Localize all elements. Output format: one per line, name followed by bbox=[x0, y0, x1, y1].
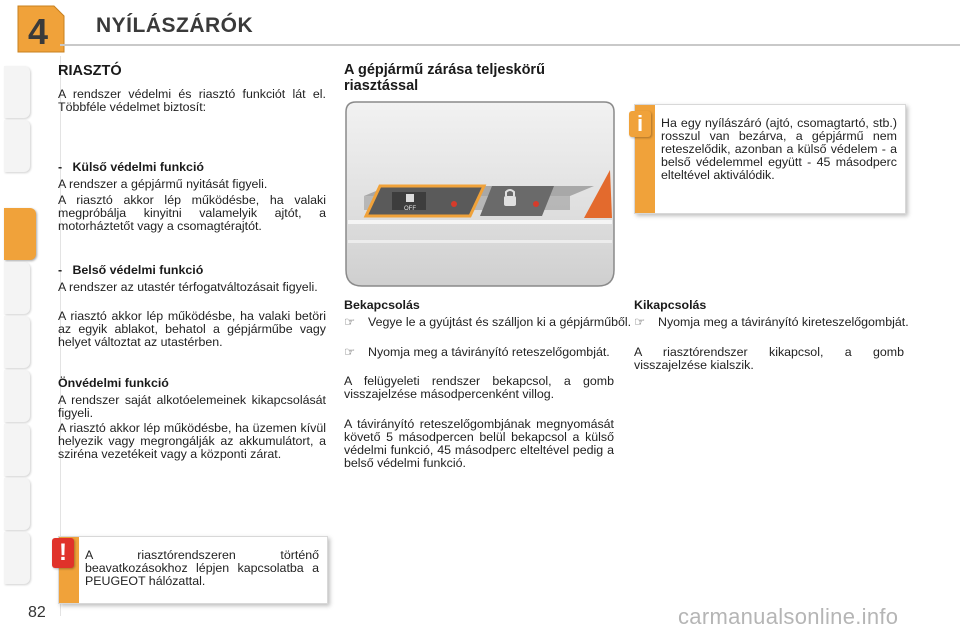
intro-text: A rendszer védelmi és riasztó funkciót lát el. Többféle védelmet biztosít: bbox=[58, 87, 326, 114]
side-tab-4-active[interactable] bbox=[4, 208, 36, 260]
heading-self-protection: Önvédelmi funkció bbox=[58, 376, 169, 390]
heading-deactivation: Kikapcsolás bbox=[634, 298, 707, 312]
info-icon: i bbox=[629, 111, 651, 137]
chapter-badge bbox=[14, 4, 66, 54]
activation-bullet-2: ☞ Nyomja meg a távirányító reteszelőgombját. bbox=[344, 345, 610, 359]
alarm-button-illustration bbox=[344, 100, 616, 288]
warning-icon: ! bbox=[52, 538, 74, 568]
deactivation-p1: A riasztórendszer kikapcsol, a gomb visszajelzése kialszik. bbox=[634, 345, 904, 372]
pointing-hand-icon: ☞ bbox=[344, 315, 356, 329]
side-tab-8[interactable] bbox=[4, 424, 30, 476]
self-p1: A rendszer saját alkotóelemeinek kikapcsolását figyeli. bbox=[58, 393, 326, 420]
activation-bullet-1: ☞ Vegye le a gyújtást és szálljon ki a gépjárműből. bbox=[344, 315, 632, 329]
internal-p2: A riasztó akkor lép működésbe, ha valaki betöri az egyik ablakot, behatol a gépjárműbe vagy helyet változtat az utastérben. bbox=[58, 309, 326, 349]
warning-note-text: A riasztórendszeren történő beavatkozásokhoz lépjen kapcsolatba a PEUGEOT hálózattal. bbox=[85, 548, 319, 588]
activation-p2: A távirányító reteszelőgombjának megnyomását követő 5 másodpercen belül bekapcsol a külső védelmi funkció, 45 másodperc elteltével pedig a belső védelmi funkció. bbox=[344, 417, 614, 470]
side-tab-2[interactable] bbox=[4, 120, 30, 172]
section-title-full-alarm: A gépjármű zárása teljeskörű riasztással bbox=[344, 62, 545, 94]
deactivation-bullet-1: ☞ Nyomja meg a távirányító kireteszelőgombját. bbox=[634, 315, 909, 329]
chapter-number: 4 bbox=[27, 11, 49, 52]
external-p1: A rendszer a gépjármű nyitását figyeli. bbox=[58, 177, 268, 191]
section-title-riaszto: RIASZTÓ bbox=[58, 63, 122, 79]
warning-note-box bbox=[58, 536, 328, 604]
side-tab-9[interactable] bbox=[4, 478, 30, 530]
activation-p1: A felügyeleti rendszer bekapcsol, a gomb visszajelzése másodpercenként villog. bbox=[344, 374, 614, 401]
side-tab-10[interactable] bbox=[4, 532, 30, 584]
self-p2: A riasztó akkor lép működésbe, ha üzemen kívül helyezik vagy megrongálják az akkumulátort, a sziréna vezetékeit vagy a központi zárat. bbox=[58, 421, 326, 461]
info-note-box bbox=[634, 104, 906, 214]
side-tab-6[interactable] bbox=[4, 316, 30, 368]
heading-internal-protection: - Belső védelmi funkció bbox=[58, 263, 204, 277]
side-tab-7[interactable] bbox=[4, 370, 30, 422]
pointing-hand-icon: ☞ bbox=[634, 315, 646, 329]
off-button-label: OFF bbox=[404, 206, 416, 212]
heading-external-protection: - Külső védelmi funkció bbox=[58, 160, 204, 174]
external-p2: A riasztó akkor lép működésbe, ha valaki megpróbálja kinyitni valamelyik ajtót, a motorháztetőt vagy a csomagtérajtót. bbox=[58, 193, 326, 233]
chapter-title: NYÍLÁSZÁRÓK bbox=[96, 14, 254, 37]
side-tab-1[interactable] bbox=[4, 66, 30, 118]
side-tab-5[interactable] bbox=[4, 262, 30, 314]
watermark-footer: carmanualsonline.info bbox=[678, 604, 899, 629]
header-divider bbox=[60, 44, 960, 46]
internal-p1: A rendszer az utastér térfogatváltozásait figyeli. bbox=[58, 280, 318, 294]
heading-activation: Bekapcsolás bbox=[344, 298, 420, 312]
page-number: 82 bbox=[28, 604, 46, 621]
pointing-hand-icon: ☞ bbox=[344, 345, 356, 359]
info-note-text: Ha egy nyílászáró (ajtó, csomagtartó, stb.) rosszul van bezárva, a gépjármű nem reteszelődik, azonban a külső védelem - a belső védelemmel együtt - 45 másodperc elteltével aktiválódik. bbox=[661, 116, 897, 182]
